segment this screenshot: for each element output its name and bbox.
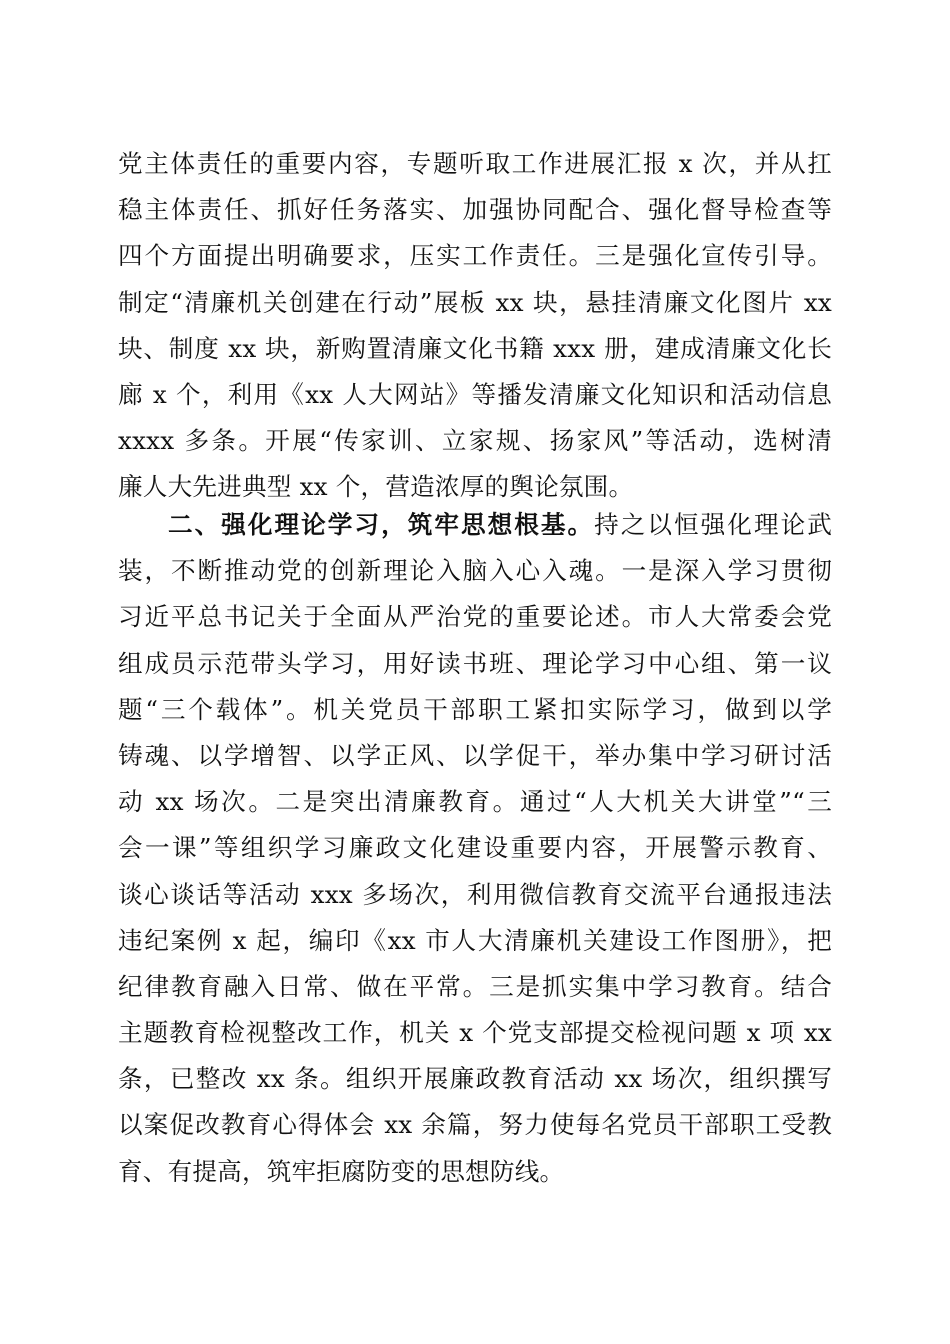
- text-line: 谈心谈话等活动 xxx 多场次，利用微信教育交流平台通报违法: [118, 879, 832, 909]
- text-span: 持之以恒强化理论武: [594, 510, 832, 539]
- text-line: 育、有提高，筑牢拒腐防变的思想防线。: [118, 1156, 565, 1186]
- paragraph-2-first-line: [118, 502, 832, 548]
- text-line: 廉人大先进典型 xx 个，营造浓厚的舆论氛围。: [118, 472, 634, 502]
- text-line: 题“三个载体”。机关党员干部职工紧扣实际学习，做到以学: [118, 694, 832, 724]
- text-line: 廊 x 个，利用《xx 人大网站》等播发清廉文化知识和活动信息: [118, 379, 832, 409]
- text-line: 铸魂、以学增智、以学正风、以学促干，举办集中学习研讨活: [118, 740, 832, 770]
- text-line: 装，不断推动党的创新理论入脑入心入魂。一是深入学习贯彻: [118, 556, 832, 586]
- paragraph-2: [118, 502, 832, 1195]
- text-line: 稳主体责任、抓好任务落实、加强协同配合、强化督导检查等: [118, 195, 832, 225]
- text-line: 主题教育检视整改工作，机关 x 个党支部提交检视问题 x 项 xx: [118, 1018, 832, 1048]
- text-line: 习近平总书记关于全面从严治党的重要论述。市人大常委会党: [118, 602, 832, 632]
- text-line: 组成员示范带头学习，用好读书班、理论学习中心组、第一议: [118, 648, 832, 678]
- text-line: 纪律教育融入日常、做在平常。三是抓实集中学习教育。结合: [118, 971, 832, 1001]
- text-line: 动 xx 场次。二是突出清廉教育。通过“人大机关大讲堂”“三: [118, 787, 832, 817]
- text-line: 党主体责任的重要内容，专题听取工作进展汇报 x 次，并从扛: [118, 149, 832, 178]
- text-line: 以案促改教育心得体会 xx 余篇，努力使每名党员干部职工受教: [118, 1110, 832, 1140]
- text-line: 违纪案例 x 起，编印《xx 市人大清廉机关建设工作图册》，把: [118, 925, 832, 955]
- text-line: xxxx 多条。开展“传家训、立家规、扬家风”等活动，选树清: [118, 426, 832, 456]
- text-line: 四个方面提出明确要求，压实工作责任。三是强化宣传引导。: [118, 241, 832, 271]
- text-line: 块、制度 xx 块，新购置清廉文化书籍 xxx 册，建成清廉文化长: [118, 333, 832, 363]
- paragraph-1: [118, 141, 832, 511]
- section-heading: 二、强化理论学习，筑牢思想根基。: [168, 510, 595, 539]
- text-line: 制定“清廉机关创建在行动”展板 xx 块，悬挂清廉文化图片 xx: [118, 287, 832, 317]
- text-line: 会一课”等组织学习廉政文化建设重要内容，开展警示教育、: [118, 833, 832, 863]
- text-line: 条，已整改 xx 条。组织开展廉政教育活动 xx 场次，组织撰写: [118, 1064, 832, 1094]
